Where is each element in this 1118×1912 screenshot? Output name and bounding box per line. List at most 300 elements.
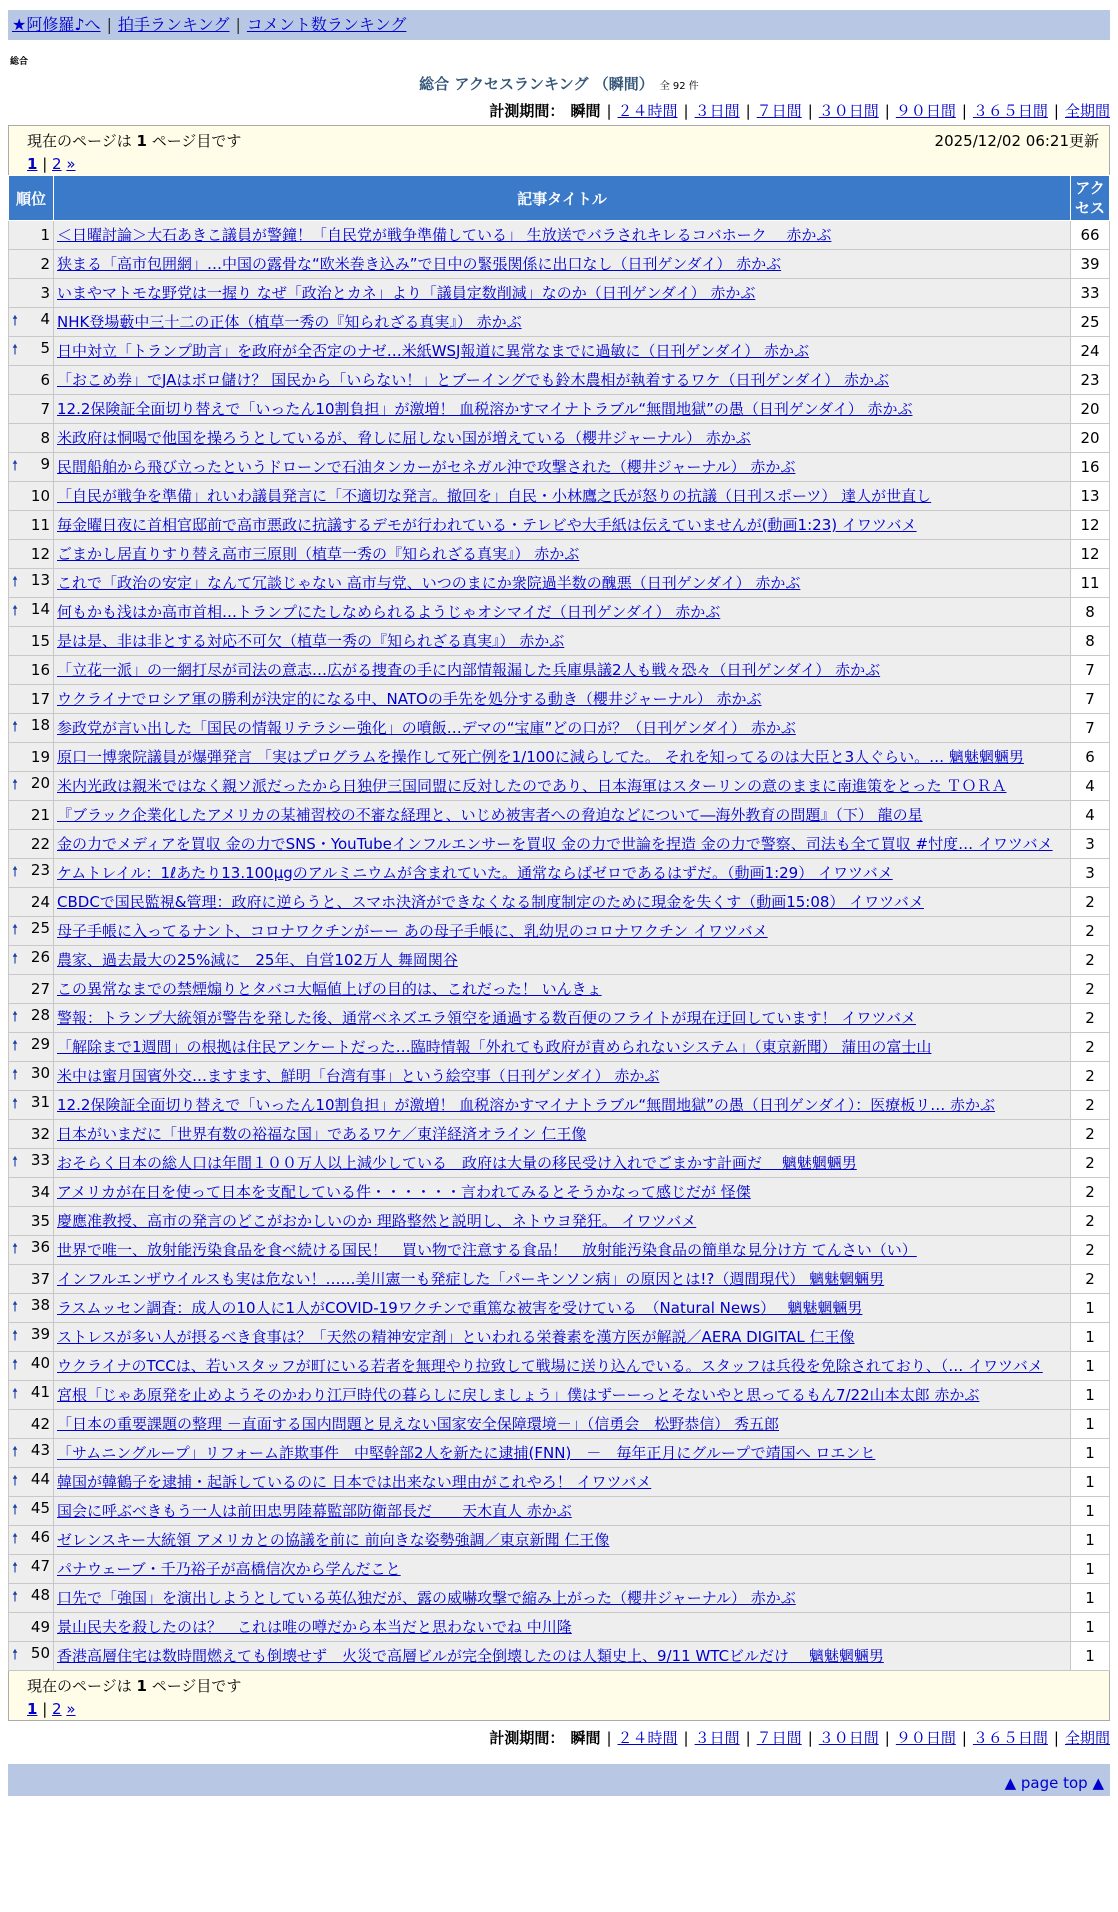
period-separator: |: [606, 102, 612, 120]
table-row: [9, 1497, 1110, 1526]
rank-number: 42: [30, 1415, 50, 1433]
article-link[interactable]: 「サムニングループ」リフォーム詐欺事件 中堅幹部2人を新たに逮捕(FNN) － 毎年正月にグループで靖国へ ロエンヒ: [57, 1443, 876, 1462]
access-count: 2: [1071, 1265, 1110, 1294]
clap-ranking-link[interactable]: 拍手ランキング: [117, 15, 230, 34]
article-link[interactable]: ストレスが多い人が摂るべき食事は？「天然の精神安定剤」といわれる栄養素を漢方医が解説／AERA DIGITAL 仁王像: [57, 1327, 855, 1346]
access-count: 2: [1071, 1004, 1110, 1033]
period-option-link[interactable]: 全期間: [1064, 102, 1110, 120]
table-row: [9, 1410, 1110, 1439]
title-cell: [54, 1613, 1071, 1642]
rank-cell: [9, 917, 54, 946]
access-count: 2: [1071, 1033, 1110, 1062]
rank-cell: [9, 511, 54, 540]
rank-number: 35: [30, 1212, 50, 1230]
rank-number: 8: [40, 429, 50, 447]
period-option-link[interactable]: ２４時間: [617, 1729, 678, 1747]
rank-number: 17: [30, 690, 50, 708]
rank-number: 12: [30, 545, 50, 563]
article-link[interactable]: ラスムッセン調査：成人の10人に1人がCOVID-19ワクチンで重篤な被害を受けている （Natural News） 魑魅魍魎男: [57, 1298, 863, 1317]
up-arrow-icon: 🠕: [12, 1241, 19, 1257]
title-cell: [54, 279, 1071, 308]
section-label: 総合: [10, 57, 29, 67]
header-title: 記事タイトル: [54, 176, 1071, 221]
title-cell: [54, 366, 1071, 395]
rank-cell: [9, 366, 54, 395]
article-link[interactable]: 香港高層住宅は数時間燃えても倒壊せず 火災で高層ビルが完全倒壊したのは人類史上、9/11 WTCビルだけ 魑魅魍魎男: [57, 1646, 884, 1665]
up-arrow-icon: 🠕: [12, 719, 19, 735]
table-row: [9, 859, 1110, 888]
title-cell: [54, 1642, 1071, 1671]
article-link[interactable]: 毎金曜日夜に首相官邸前で高市悪政に抗議するデモが行われている・テレビや大手紙は伝えていませんが(動画1:23) イワツバメ: [57, 515, 917, 534]
article-link[interactable]: ＜日曜討論＞大石あきこ議員が警鐘！「自民党が戦争準備している」 生放送でバラされキレるコバホーク 赤かぶ: [57, 225, 832, 244]
article-link[interactable]: 口先で「強国」を演出しようとしている英仏独だが、露の威嚇攻撃で縮み上がった（櫻井ジャーナル） 赤かぶ: [57, 1588, 796, 1607]
rank-cell: [9, 830, 54, 859]
pager-page-1[interactable]: 1: [27, 155, 38, 173]
rank-cell: [9, 1613, 54, 1642]
article-link[interactable]: 韓国が韓鶴子を逮捕・起訴しているのに 日本では出来ない理由がこれやろ！ イワツバメ: [57, 1472, 652, 1491]
period-option-link[interactable]: 全期間: [1064, 1729, 1110, 1747]
title-cell: [54, 1410, 1071, 1439]
access-count: 13: [1071, 482, 1110, 511]
up-arrow-icon: 🠕: [12, 1328, 19, 1344]
table-row: [9, 540, 1110, 569]
article-link[interactable]: 宮根「じゃあ原発を止めようそのかわり江戸時代の暮らしに戻しましょう」僕はずーーっとそないやと思ってるもん7/22山本太郎 赤かぶ: [57, 1385, 980, 1404]
period-separator: |: [745, 102, 751, 120]
title-cell: [54, 511, 1071, 540]
page-info-suffix: ページ目です: [146, 1677, 242, 1695]
article-link[interactable]: NHK登場藪中三十二の正体（植草一秀の『知られざる真実』） 赤かぶ: [57, 312, 522, 331]
access-count: 7: [1071, 656, 1110, 685]
period-label: 計測期間：: [489, 102, 565, 120]
table-row: [9, 395, 1110, 424]
rank-number: 37: [30, 1270, 50, 1288]
pager-next[interactable]: »: [66, 1700, 76, 1718]
period-option-link[interactable]: ２４時間: [617, 102, 678, 120]
table-row: [9, 714, 1110, 743]
title-cell: [54, 685, 1071, 714]
access-count: 1: [1071, 1555, 1110, 1584]
rank-number: 36: [30, 1238, 50, 1256]
article-link[interactable]: 母子手帳に入ってるナント、コロナワクチンがーー あの母子手帳に、乳幼児のコロナワクチン イワツバメ: [57, 921, 768, 940]
pager: 1 | 2 »: [27, 1700, 76, 1718]
title-cell: [54, 395, 1071, 424]
article-link[interactable]: ウクライナでロシア軍の勝利が決定的になる中、NATOの手先を処分する動き（櫻井ジャーナル） 赤かぶ: [57, 689, 762, 708]
access-count: 23: [1071, 366, 1110, 395]
article-link[interactable]: ウクライナのTCCは、若いスタッフが町にいる若者を無理やり拉致して戦場に送り込んでいる。スタッフは兵役を免除されており、（… イワツバメ: [57, 1356, 1043, 1375]
table-row: [9, 1120, 1110, 1149]
period-option-link[interactable]: ３日間: [694, 1729, 740, 1747]
table-row: [9, 482, 1110, 511]
period-selector-top: [8, 100, 1110, 121]
table-row: [9, 250, 1110, 279]
rank-number: 9: [40, 455, 50, 473]
rank-cell: [9, 308, 54, 337]
period-separator: |: [745, 1729, 751, 1747]
rank-cell: [9, 714, 54, 743]
article-link[interactable]: 慶應准教授、高市の発言のどこがおかしいのか 理路整然と説明し、ネトウヨ発狂。 イワツバメ: [57, 1211, 697, 1230]
title-cell: [54, 772, 1071, 801]
up-arrow-icon: 🠕: [12, 458, 19, 474]
pager-page-2[interactable]: 2: [52, 1700, 62, 1718]
access-count: 2: [1071, 975, 1110, 1004]
rank-number: 27: [30, 980, 50, 998]
access-count: 24: [1071, 337, 1110, 366]
page-top-link[interactable]: ▲ page top ▲: [1004, 1774, 1104, 1792]
rank-number: 47: [30, 1557, 50, 1575]
title-cell: [54, 627, 1071, 656]
article-link[interactable]: 『ブラック企業化したアメリカの某補習校の不審な経理と、いじめ被害者への脅迫などについて―海外教育の問題』（下） 龍の星: [57, 805, 923, 824]
rank-number: 44: [30, 1470, 50, 1488]
period-separator: |: [884, 102, 890, 120]
article-link[interactable]: CBDCで国民監視&管理：政府に逆らうと、スマホ決済ができなくなる制度制定のために現金を失くす（動画15:08） イワツバメ: [57, 892, 924, 911]
up-arrow-icon: 🠕: [12, 1096, 19, 1112]
article-link[interactable]: 「解除まで1週間」の根拠は住民アンケートだった…臨時情報「外れても政府が責められないシステム」（東京新聞） 蒲田の富士山: [57, 1037, 932, 1056]
rank-cell: [9, 946, 54, 975]
article-link[interactable]: 農家、過去最大の25%減に 25年、自営102万人 舞岡関谷: [57, 950, 458, 969]
table-row: [9, 1323, 1110, 1352]
up-arrow-icon: 🠕: [12, 1444, 19, 1460]
rank-cell: [9, 627, 54, 656]
access-count: 2: [1071, 917, 1110, 946]
rank-number: 14: [30, 600, 50, 618]
article-link[interactable]: アメリカが在日を使って日本を支配している件・・・・・・言われてみるとそうかなって感じだが 怪傑: [57, 1182, 751, 1201]
rank-number: 39: [30, 1325, 50, 1343]
table-row: [9, 569, 1110, 598]
title-cell: [54, 1004, 1071, 1033]
up-arrow-icon: 🠕: [12, 1386, 19, 1402]
up-arrow-icon: 🠕: [12, 342, 19, 358]
pager-page-2[interactable]: 2: [52, 155, 62, 173]
title-cell: [54, 888, 1071, 917]
access-count: 2: [1071, 1236, 1110, 1265]
title-cell: [54, 1033, 1071, 1062]
access-count: 2: [1071, 1207, 1110, 1236]
table-row: [9, 1584, 1110, 1613]
article-link[interactable]: 米内光政は親米ではなく親ソ派だったから日独伊三国同盟に反対したのであり、日本海軍はスターリンの意のままに南進策をとった ＴＯＲＡ: [57, 776, 1007, 795]
rank-number: 1: [40, 226, 50, 244]
title-cell: [54, 1497, 1071, 1526]
table-row: [9, 1265, 1110, 1294]
access-count: 1: [1071, 1352, 1110, 1381]
rank-number: 49: [30, 1618, 50, 1636]
rank-cell: [9, 859, 54, 888]
article-link[interactable]: 米中は蜜月国賓外交…ますます、鮮明「台湾有事」という絵空事（日刊ゲンダイ） 赤かぶ: [57, 1066, 660, 1085]
table-row: [9, 1236, 1110, 1265]
access-count: 1: [1071, 1526, 1110, 1555]
rank-number: 38: [30, 1296, 50, 1314]
access-count: 25: [1071, 308, 1110, 337]
rank-cell: [9, 1149, 54, 1178]
rank-cell: [9, 801, 54, 830]
header-access: アクセス: [1071, 176, 1110, 221]
rank-number: 45: [30, 1499, 50, 1517]
article-link[interactable]: 狭まる「高市包囲網」…中国の露骨な“欧米巻き込み”で日中の緊張関係に出口なし（日刊ゲンダイ） 赤かぶ: [57, 254, 782, 273]
period-option-link[interactable]: ７日間: [756, 102, 802, 120]
access-count: 33: [1071, 279, 1110, 308]
up-arrow-icon: 🠕: [12, 1531, 19, 1547]
comment-ranking-link[interactable]: コメント数ランキング: [246, 15, 407, 34]
rank-cell: [9, 279, 54, 308]
rank-cell: [9, 1120, 54, 1149]
article-link[interactable]: ケムトレイル：1ℓあたり13.100μgのアルミニウムが含まれていた。通常ならばゼロであるはずだ。（動画1:29） イワツバメ: [57, 863, 893, 882]
rank-cell: [9, 1555, 54, 1584]
page-info-number: 1: [136, 132, 147, 150]
title-cell: [54, 1178, 1071, 1207]
article-link[interactable]: 日中対立「トランプ助言」を政府が全否定のナゼ…米紙WSJ報道に異常なまでに過敏に（日刊ゲンダイ） 赤かぶ: [57, 341, 810, 360]
title-cell: [54, 743, 1071, 772]
access-count: 2: [1071, 1149, 1110, 1178]
top-nav: ★阿修羅♪へ | 拍手ランキング | コメント数ランキング: [8, 10, 1110, 40]
rank-number: 4: [40, 310, 50, 328]
rank-cell: [9, 1352, 54, 1381]
rank-cell: [9, 337, 54, 366]
title-cell: [54, 1207, 1071, 1236]
title-cell: [54, 1439, 1071, 1468]
page-info-bottom: [9, 1671, 1110, 1721]
access-count: 12: [1071, 511, 1110, 540]
access-count: 8: [1071, 598, 1110, 627]
article-link[interactable]: 「立花一派」の一網打尽が司法の意志…広がる捜査の手に内部情報漏した兵庫県議2人も戦々恐々（日刊ゲンダイ） 赤かぶ: [57, 660, 881, 679]
table-row: [9, 1555, 1110, 1584]
title-cell: [54, 1120, 1071, 1149]
up-arrow-icon: 🠕: [12, 864, 19, 880]
pager-page-1[interactable]: 1: [27, 1700, 38, 1718]
period-separator: |: [961, 102, 967, 120]
period-separator: |: [1053, 102, 1059, 120]
rank-cell: [9, 1439, 54, 1468]
access-count: 1: [1071, 1613, 1110, 1642]
rank-number: 5: [40, 339, 50, 357]
table-row: [9, 917, 1110, 946]
period-option-link[interactable]: ３０日間: [818, 1729, 879, 1747]
table-row: [9, 656, 1110, 685]
title-cell: [54, 1526, 1071, 1555]
access-count: 20: [1071, 395, 1110, 424]
rank-number: 33: [30, 1151, 50, 1169]
rank-cell: [9, 482, 54, 511]
period-separator: |: [1053, 1729, 1059, 1747]
article-link[interactable]: 景山民夫を殺したのは？ これは唯の噂だから本当だと思わないでね 中川隆: [57, 1617, 572, 1636]
access-count: 11: [1071, 569, 1110, 598]
table-row: [9, 1526, 1110, 1555]
table-row: [9, 366, 1110, 395]
article-link[interactable]: 12.2保険証全面切り替えで「いったん10割負担」が激増！ 血税溶かすマイナトラブル“無間地獄”の愚（日刊ゲンダイ）：医療板リ… 赤かぶ: [57, 1095, 995, 1114]
table-row: [9, 1004, 1110, 1033]
rank-number: 3: [40, 284, 50, 302]
rank-number: 24: [30, 893, 50, 911]
rank-cell: [9, 1294, 54, 1323]
period-option-link[interactable]: ３日間: [694, 102, 740, 120]
title-cell: [54, 424, 1071, 453]
article-link[interactable]: いまやマトモな野党は一握り なぜ「政治とカネ」より「議員定数削減」なのか（日刊ゲンダイ） 赤かぶ: [57, 283, 756, 302]
article-link[interactable]: 何もかも浅はか高市首相…トランプにたしなめられるようじゃオシマイだ（日刊ゲンダイ） 赤かぶ: [57, 602, 721, 621]
up-arrow-icon: 🠕: [12, 1647, 19, 1663]
up-arrow-icon: 🠕: [12, 1154, 19, 1170]
article-link[interactable]: 日本がいまだに「世界有数の裕福な国」であるワケ／東洋経済オライン 仁王像: [57, 1124, 587, 1143]
rank-cell: [9, 1236, 54, 1265]
article-link[interactable]: ゼレンスキー大統領 アメリカとの協議を前に 前向きな姿勢強調／東京新聞 仁王像: [57, 1530, 610, 1549]
article-link[interactable]: これで「政治の安定」なんて冗談じゃない 高市与党、いつのまにか衆院過半数の醜悪（日刊ゲンダイ） 赤かぶ: [57, 573, 801, 592]
access-count: 6: [1071, 743, 1110, 772]
table-row: [9, 221, 1110, 250]
title-cell: [54, 1381, 1071, 1410]
table-row: [9, 308, 1110, 337]
article-link[interactable]: 米政府は恫喝で他国を操ろうとしているが、脅しに屈しない国が増えている（櫻井ジャーナル） 赤かぶ: [57, 428, 751, 447]
table-row: [9, 1613, 1110, 1642]
rank-cell: [9, 598, 54, 627]
article-link[interactable]: ごまかし居直りすり替え高市三原則（植草一秀の『知られざる真実』） 赤かぶ: [57, 544, 580, 563]
title-cell: [54, 801, 1071, 830]
access-count: 2: [1071, 888, 1110, 917]
title-cell: [54, 656, 1071, 685]
rank-cell: [9, 221, 54, 250]
rank-cell: [9, 1207, 54, 1236]
rank-cell: [9, 1410, 54, 1439]
rank-number: 26: [30, 948, 50, 966]
rank-number: 40: [30, 1354, 50, 1372]
access-count: 1: [1071, 1323, 1110, 1352]
table-row: [9, 453, 1110, 482]
period-option-link[interactable]: ３６５日間: [972, 102, 1048, 120]
title-cell: [54, 1265, 1071, 1294]
article-link[interactable]: 是は是、非は非とする対応不可欠（植草一秀の『知られざる真実』） 赤かぶ: [57, 631, 565, 650]
table-row: [9, 1149, 1110, 1178]
table-row: [9, 830, 1110, 859]
article-link[interactable]: パナウェーブ・千乃裕子が高橋信次から学んだこと: [57, 1559, 401, 1578]
rank-number: 28: [30, 1006, 50, 1024]
title-cell: [54, 714, 1071, 743]
table-row: [9, 975, 1110, 1004]
article-link[interactable]: この異常なまでの禁煙煽りとタバコ大幅値上げの目的は、これだった！ いんきょ: [57, 979, 602, 998]
rank-cell: [9, 1642, 54, 1671]
access-count: 2: [1071, 1091, 1110, 1120]
rank-cell: [9, 685, 54, 714]
up-arrow-icon: 🠕: [12, 603, 19, 619]
rank-number: 46: [30, 1528, 50, 1546]
rank-cell: [9, 1265, 54, 1294]
rank-number: 2: [40, 255, 50, 273]
rank-cell: [9, 1526, 54, 1555]
access-count: 16: [1071, 453, 1110, 482]
table-row: [9, 1207, 1110, 1236]
up-arrow-icon: 🠕: [12, 1560, 19, 1576]
title-cell: [54, 1062, 1071, 1091]
up-arrow-icon: 🠕: [12, 574, 19, 590]
rank-number: 32: [30, 1125, 50, 1143]
title-cell: [54, 569, 1071, 598]
rank-cell: [9, 1381, 54, 1410]
article-link[interactable]: 「日本の重要課題の整理 －直面する国内問題と見えない国家安全保障環境－」（信勇会 松野恭信） 秀五郎: [57, 1414, 780, 1433]
page-info-line: [27, 1675, 1099, 1696]
article-link[interactable]: 参政党が言い出した「国民の情報リテラシー強化」の噴飯…デマの“宝庫”どの口が？（日刊ゲンダイ） 赤かぶ: [57, 718, 796, 737]
page-info-number: 1: [136, 1677, 147, 1695]
rank-cell: [9, 540, 54, 569]
rank-cell: [9, 1091, 54, 1120]
article-link[interactable]: 民間船舶から飛び立ったというドローンで石油タンカーがセネガル沖で攻撃された（櫻井ジャーナル） 赤かぶ: [57, 457, 796, 476]
article-link[interactable]: 12.2保険証全面切り替えで「いったん10割負担」が激増！ 血税溶かすマイナトラブル“無間地獄”の愚（日刊ゲンダイ） 赤かぶ: [57, 399, 913, 418]
article-link[interactable]: インフルエンザウイルスも実は危ない！……美川憲一も発症した「パーキンソン病」の原因とは!?（週間現代） 魑魅魍魎男: [57, 1269, 885, 1288]
access-count: 1: [1071, 1642, 1110, 1671]
access-count: 4: [1071, 772, 1110, 801]
article-link[interactable]: 世界で唯一、放射能汚染食品を食べ続ける国民！ 買い物で注意する食品！ 放射能汚染食品の簡単な見分け方 てんさい（い）: [57, 1240, 917, 1259]
article-link[interactable]: 「自民が戦争を準備」れいわ議員発言に「不適切な発言。撤回を」自民・小林鷹之氏が怒りの抗議（日刊スポーツ） 達人が世直し: [57, 486, 932, 505]
access-count: 2: [1071, 1120, 1110, 1149]
article-link[interactable]: 国会に呼ぶべきもう一人は前田忠男陸幕監部防衛部長だ 天木直人 赤かぶ: [57, 1501, 572, 1520]
title-cell: [54, 946, 1071, 975]
rank-number: 7: [40, 400, 50, 418]
title-cell: [54, 1091, 1071, 1120]
period-option-link[interactable]: ３６５日間: [972, 1729, 1048, 1747]
article-link[interactable]: 金の力でメディアを買収 金の力でSNS・YouTubeインフルエンサーを買収 金の力で世論を捏造 金の力で警察、司法も全て買収 #忖度… イワツバメ: [57, 834, 1053, 853]
rank-cell: [9, 1062, 54, 1091]
table-row: [9, 1468, 1110, 1497]
article-link[interactable]: 原口一博衆院議員が爆弾発言 「実はプログラムを操作して死亡例を1/100に減らしてた。 それを知ってるのは大臣と3人ぐらい。… 魑魅魍魎男: [57, 747, 1024, 766]
article-link[interactable]: 「おこめ券」でJAはボロ儲け？ 国民から「いらない！」とブーイングでも鈴木農相が執着するワケ（日刊ゲンダイ） 赤かぶ: [57, 370, 890, 389]
period-option-link[interactable]: ３０日間: [818, 102, 879, 120]
rank-number: 34: [30, 1183, 50, 1201]
title-cell: [54, 598, 1071, 627]
title-cell: [54, 917, 1071, 946]
table-row: [9, 1033, 1110, 1062]
title-cell: [54, 1352, 1071, 1381]
rank-cell: [9, 1584, 54, 1613]
article-link[interactable]: 警報：トランプ大統領が警告を発した後、通常ベネズエラ領空を通過する数百便のフライトが現在迂回しています！ イワツバメ: [57, 1008, 917, 1027]
table-row: [9, 598, 1110, 627]
access-count: 1: [1071, 1381, 1110, 1410]
rank-number: 43: [30, 1441, 50, 1459]
rank-cell: [9, 975, 54, 1004]
article-link[interactable]: おそらく日本の総人口は年間１００万人以上減少している 政府は大量の移民受け入れでごまかす計画だ 魑魅魍魎男: [57, 1153, 857, 1172]
rank-number: 10: [30, 487, 50, 505]
title-cell: [54, 221, 1071, 250]
up-arrow-icon: 🠕: [12, 1357, 19, 1373]
access-count: 7: [1071, 714, 1110, 743]
title-cell: [54, 1323, 1071, 1352]
bottom-bar: [8, 1764, 1110, 1796]
up-arrow-icon: 🠕: [12, 1589, 19, 1605]
up-arrow-icon: 🠕: [12, 1067, 19, 1083]
table-row: [9, 1091, 1110, 1120]
period-option-link[interactable]: ９０日間: [895, 102, 956, 120]
period-selector-bottom: [8, 1727, 1110, 1748]
rank-number: 13: [30, 571, 50, 589]
rank-cell: [9, 772, 54, 801]
up-arrow-icon: 🠕: [12, 1038, 19, 1054]
period-option-link[interactable]: ７日間: [756, 1729, 802, 1747]
ranking-title: 総合 アクセスランキング （瞬間）: [419, 75, 654, 93]
table-row: [9, 1294, 1110, 1323]
title-cell: [54, 453, 1071, 482]
period-separator: |: [961, 1729, 967, 1747]
rank-cell: [9, 1497, 54, 1526]
rank-number: 41: [30, 1383, 50, 1401]
access-count: 4: [1071, 801, 1110, 830]
table-row: [9, 1439, 1110, 1468]
ranking-rows: [9, 221, 1110, 1671]
rank-cell: [9, 395, 54, 424]
title-cell: [54, 1468, 1071, 1497]
period-option-link[interactable]: ９０日間: [895, 1729, 956, 1747]
up-arrow-icon: 🠕: [12, 1299, 19, 1315]
title-cell: [54, 1294, 1071, 1323]
page-info-prefix: 現在のページは: [27, 132, 137, 150]
access-count: 12: [1071, 540, 1110, 569]
page-info-prefix: 現在のページは: [27, 1677, 137, 1695]
pager-next[interactable]: »: [66, 155, 76, 173]
table-row: [9, 511, 1110, 540]
home-link[interactable]: ★阿修羅♪へ: [12, 15, 101, 34]
title-cell: [54, 1149, 1071, 1178]
